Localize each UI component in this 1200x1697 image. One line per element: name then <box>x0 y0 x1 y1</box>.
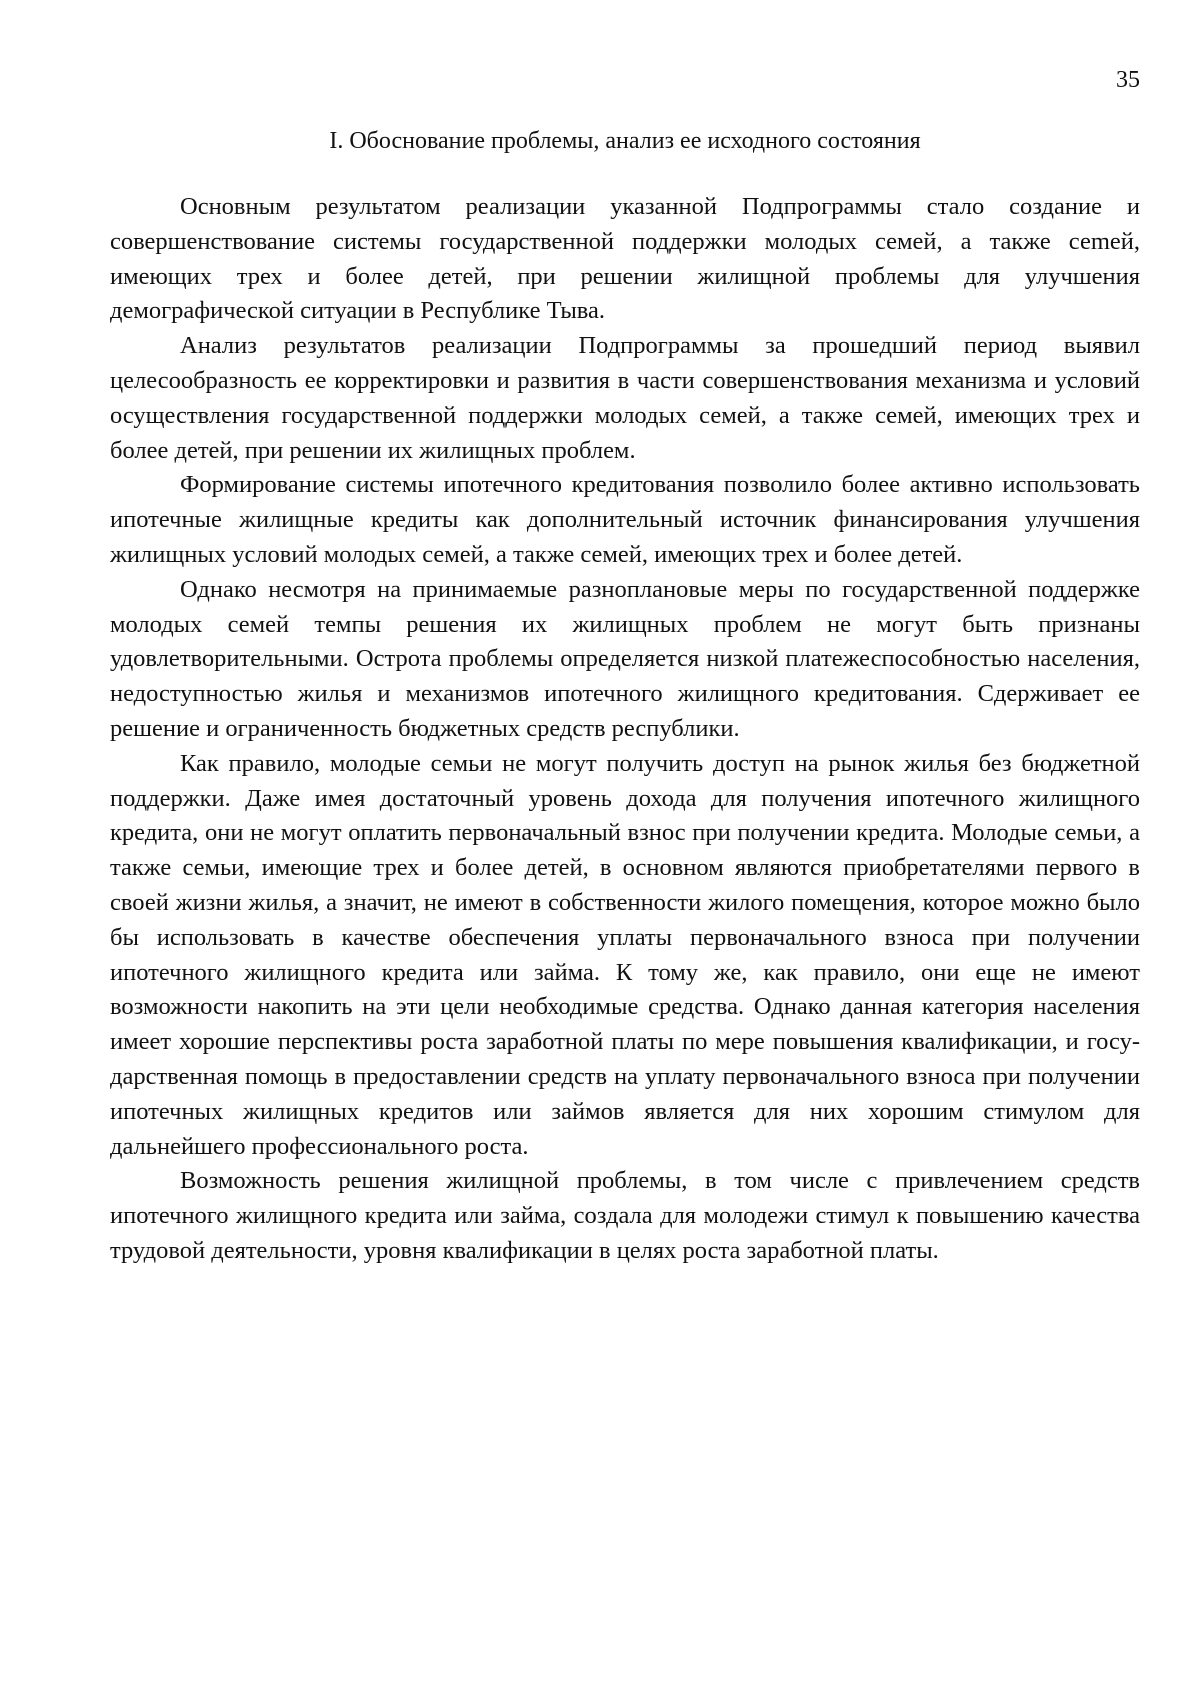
paragraph: Возможность решения жилищной проблемы, в том числе с привлечением средств ипотечного жилищного кредита или займа, создала для молодежи стимул к повышению качества трудовой деятельности, уровня квалификации в целях роста заработной платы. <box>110 1167 1140 1264</box>
paragraph: Анализ результатов реализации Подпрограммы за прошедший период выявил целесообразность ее корректировки и развития в части совершенствования механизма и условий осуществления государственной поддержки молодых семей, а также семей, имеющих трех и более детей, при решении их жилищных проблем. <box>110 332 1140 464</box>
paragraph: Как правило, молодые семьи не могут получить доступ на рынок жилья без бюджетной поддержки. Даже имея достаточный уровень дохода для получения ипотечного жилищного кредита, они не могут оплатить первоначальный взнос при получении кредита. Молодые семьи, а также семьи, имеющие трех и более детей, в основном являются приобретателями первого в своей жизни жилья, а значит, не имеют в собственности жилого помещения, которое можно было бы использовать в качестве обеспечения уплаты первоначального взноса при получении ипотечного жилищного кредита или займа. К тому же, как правило, они еще не имеют возможности накопить на эти цели необходимые средства. Однако данная категория населения имеет хорошие перспективы роста заработной платы по мере повышения квалификации, и государственная помощь в предоставлении средств на уплату первоначального взноса при получении ипотечных жилищных кредитов или займов является для них хорошим стимулом для дальнейшего профессионального роста. <box>110 749 1140 1160</box>
paragraph: Основным результатом реализации указанной Подпрограммы стало создание и совершенствование системы государственной поддержки молодых семей, а также сеmей, имеющих трех и более детей, при решении жилищной проблемы для улучшения демографической ситуации в Республике Тыва. <box>110 193 1140 325</box>
document-body <box>110 190 1140 1269</box>
paragraph: Формирование системы ипотечного кредитования позволило более активно использовать ипотечные жилищные кредиты как дополнительный источник финансирования улучшения жилищных условий молодых семей, а также семей, имеющих трех и более детей. <box>110 471 1140 568</box>
page-number: 35 <box>1116 67 1140 93</box>
paragraph: Однако несмотря на принимаемые разноплановые меры по государственной поддержке молодых семей темпы решения их жилищных проблем не могут быть признаны удовлетворительными. Острота проблемы определяется низкой платежеспособностью населения, недоступностью жилья и механизмов ипотечного жилищного кредитования. Сдерживает ее решение и ограниченность бюджетных средств республики. <box>110 575 1140 742</box>
section-title: I. Обоснование проблемы, анализ ее исходного состояния <box>329 128 921 154</box>
